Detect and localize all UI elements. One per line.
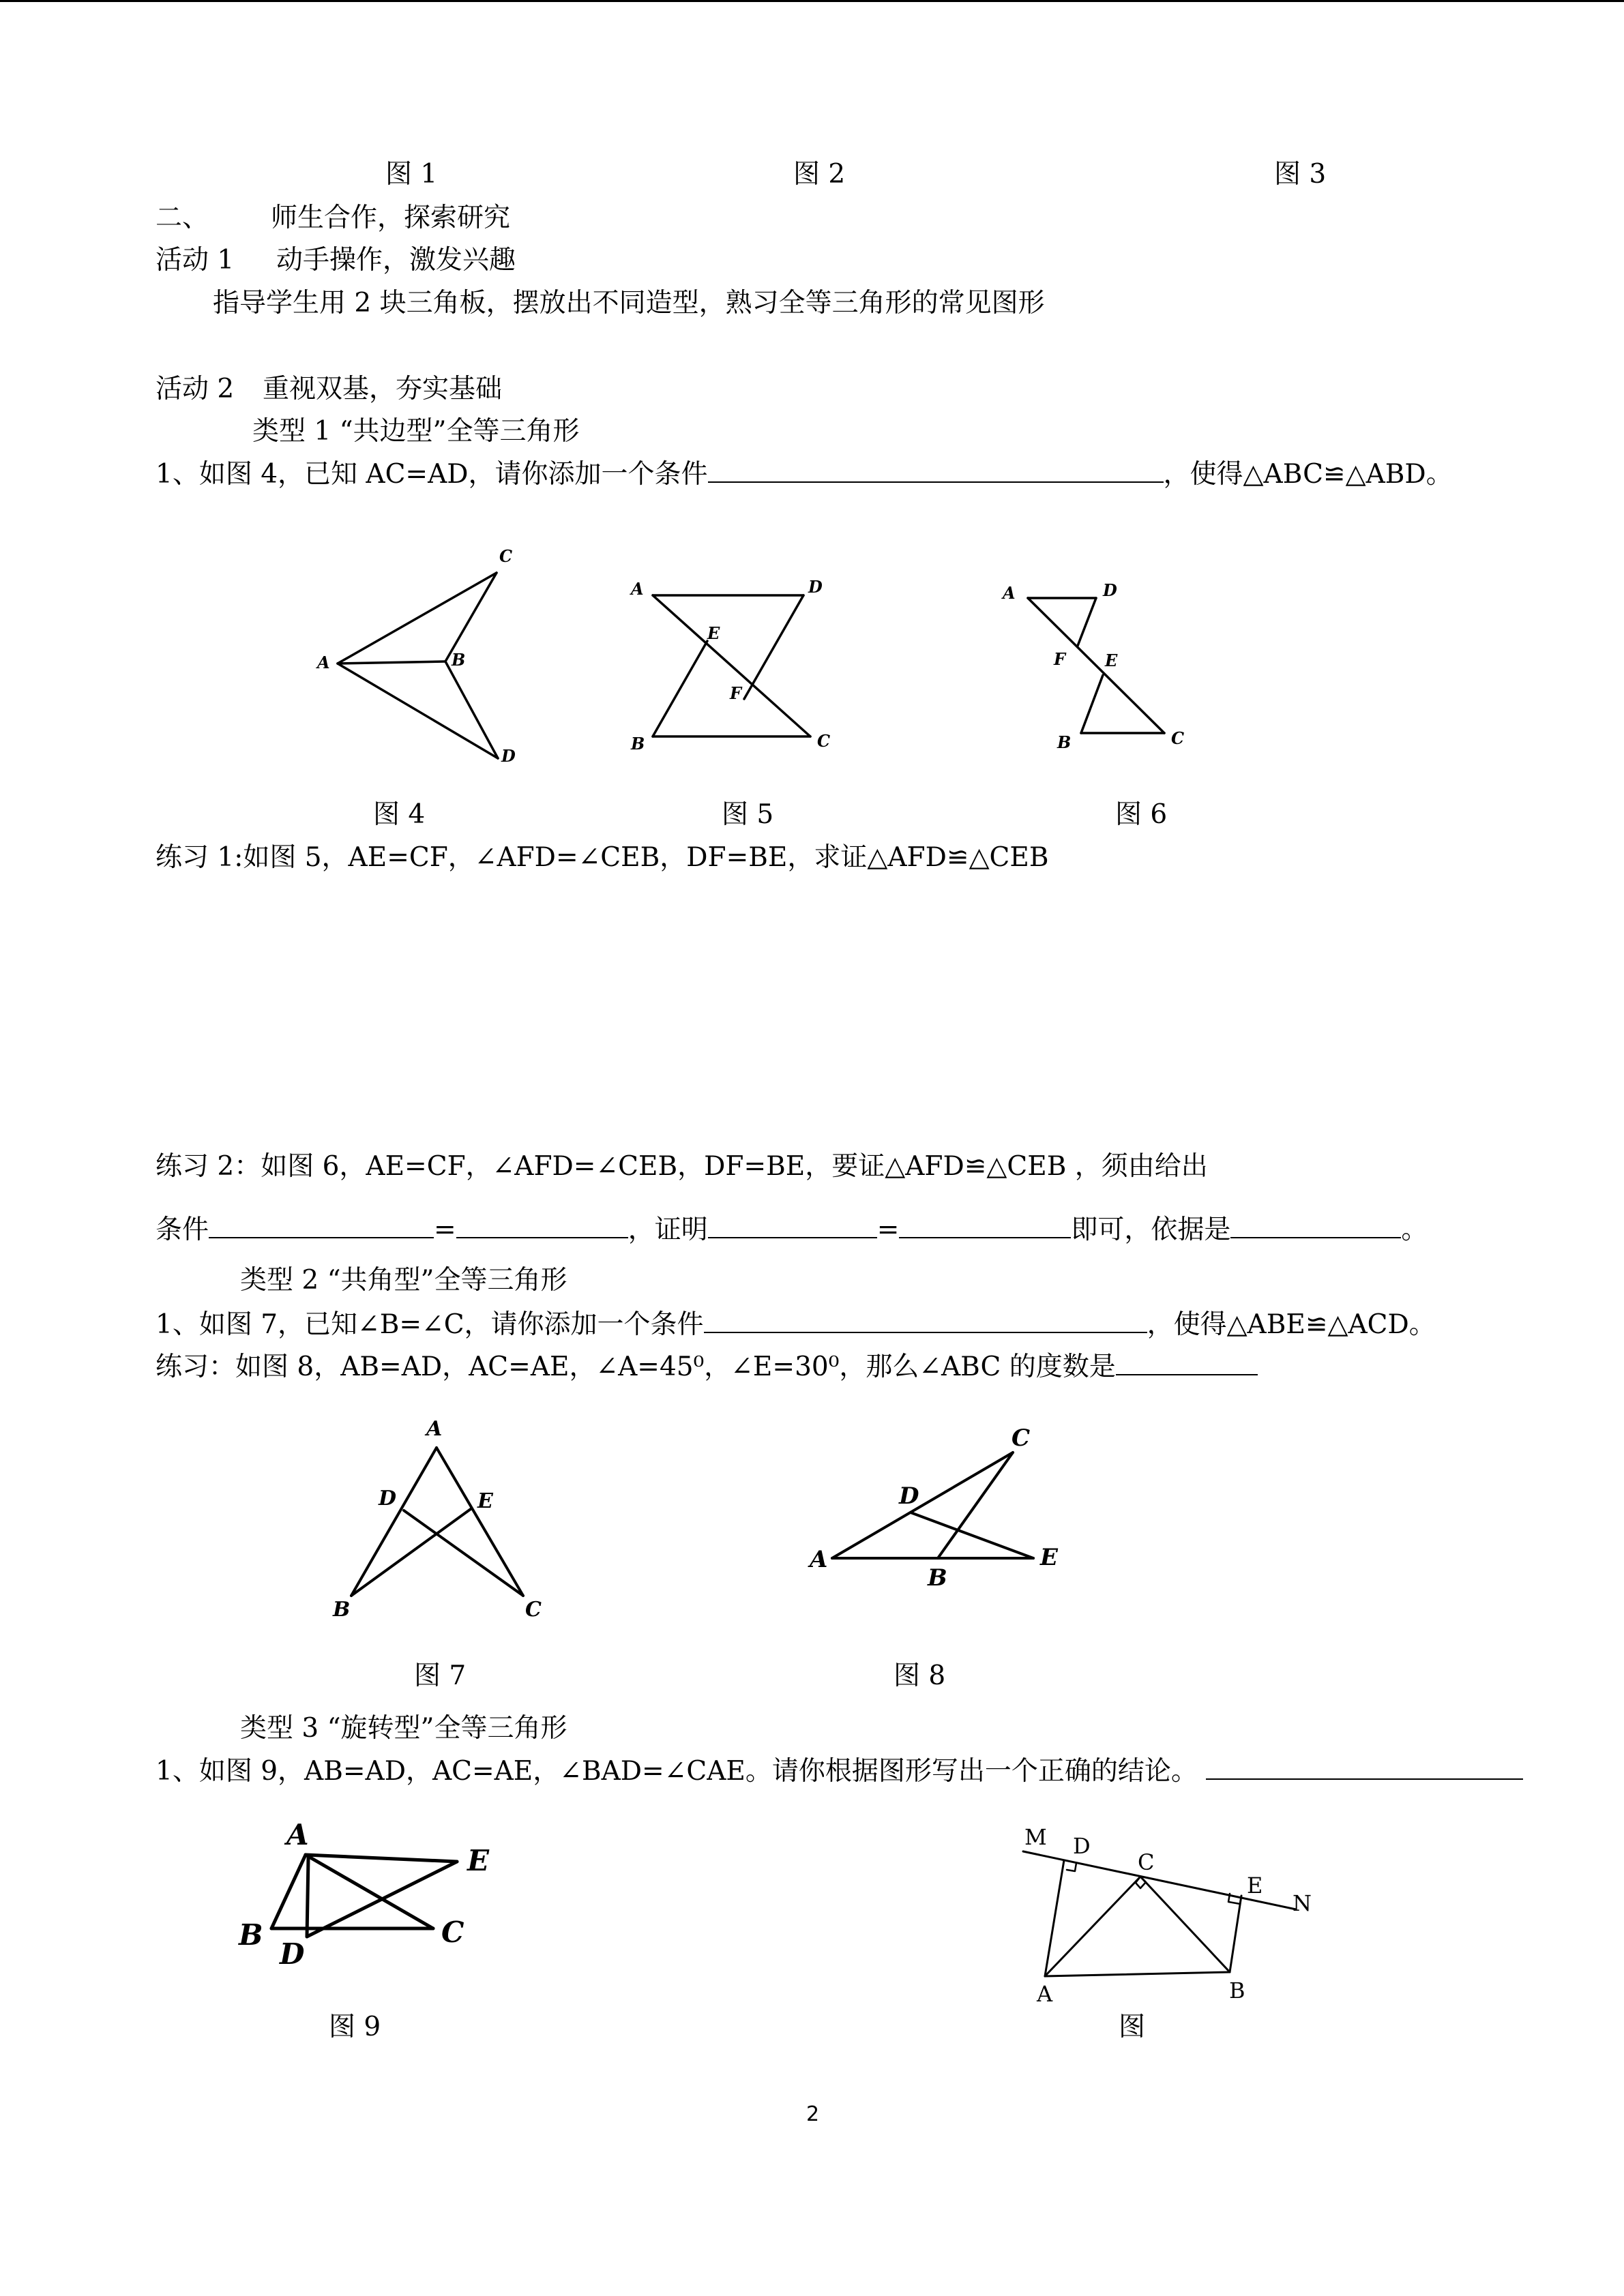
fig7-segment-ac [437, 1448, 523, 1596]
fig4-segment-ac [338, 573, 497, 664]
fig5-label-e: E [707, 623, 720, 643]
fig6-segment-df [1078, 598, 1096, 646]
fig10-right-angle-d [1067, 1863, 1076, 1871]
t2-q1-text-b: ，使得△ABE≌△ACD。 [1147, 1309, 1436, 1340]
fig6-segment-ac [1028, 598, 1164, 733]
fig7-label-b: B [333, 1598, 351, 1622]
answer-blank[interactable] [1230, 1217, 1401, 1238]
figure-7 [321, 1408, 552, 1633]
fig5-label-d: D [808, 577, 823, 597]
practice2-line1: 练习 2：如图 6，AE=CF，∠AFD=∠CEB，DF=BE，要证△AFD≌△CEB ，须由给出 [156, 1151, 1208, 1182]
q1-text-b: ，使得△ABC≌△ABD。 [1163, 459, 1453, 490]
answer-blank[interactable] [708, 1217, 877, 1238]
fig6-label-f: F [1054, 649, 1066, 669]
practice1-text: 练习 1:如图 5，AE=CF，∠AFD=∠CEB，DF=BE，求证△AFD≌△CEB [156, 842, 1049, 873]
activity1-text: 指导学生用 2 块三角板，摆放出不同造型，熟习全等三角形的常见图形 [213, 288, 1045, 318]
fig5-label-b: B [631, 734, 645, 754]
figure-8 [801, 1422, 1081, 1606]
answer-blank[interactable] [1206, 1758, 1523, 1780]
fig6-segment-be [1081, 675, 1103, 733]
answer-blank[interactable] [708, 461, 1164, 483]
p2-then-label: 即可，依据是 [1071, 1214, 1231, 1245]
fig8-label-e: E [1040, 1544, 1058, 1571]
fig5-label-a: A [631, 579, 644, 599]
answer-blank[interactable] [209, 1217, 434, 1238]
section-number: 二、 [156, 203, 209, 233]
fig9-label-d: D [280, 1937, 305, 1971]
type2-practice [156, 1352, 1258, 1383]
caption-fig3: 图 3 [1274, 159, 1327, 190]
fig7-label-a: A [426, 1417, 443, 1441]
activity1-title: 动手操作，激发兴趣 [276, 245, 516, 275]
type3-question1 [156, 1756, 1523, 1787]
caption-fig7: 图 7 [414, 1660, 467, 1691]
fig10-label-d: D [1073, 1833, 1091, 1859]
answer-blank[interactable] [899, 1217, 1071, 1238]
fig9-label-c: C [441, 1915, 464, 1949]
figure-5 [617, 569, 849, 760]
fig6-label-e: E [1105, 651, 1118, 670]
fig7-label-e: E [477, 1489, 493, 1513]
p2-eq: = [434, 1214, 456, 1245]
fig5-label-f: F [730, 683, 742, 703]
fig4-label-d: D [501, 746, 516, 766]
t2-practice-text: 练习：如图 8，AB=AD，AC=AE，∠A=45⁰，∠E=30⁰，那么∠ABC 的度数是 [156, 1352, 1116, 1382]
page-number: 2 [806, 2102, 820, 2126]
figure-6 [992, 569, 1204, 760]
fig4-segment-ab [338, 661, 445, 664]
answer-blank[interactable] [704, 1311, 1147, 1333]
caption-fig8: 图 8 [894, 1660, 946, 1691]
fig10-segment-ab [1045, 1972, 1230, 1976]
fig7-segment-ab [351, 1448, 437, 1596]
fig6-label-a: A [1003, 583, 1016, 603]
fig10-label-e: E [1247, 1873, 1263, 1898]
fig8-segment-de [911, 1512, 1033, 1558]
answer-blank[interactable] [456, 1217, 628, 1238]
fig4-segment-ad [338, 664, 498, 758]
caption-fig2: 图 2 [793, 159, 846, 190]
q1-text-a: 1、如图 4，已知 AC=AD，请你添加一个条件 [156, 459, 708, 490]
fig9-segment-ae [306, 1855, 457, 1862]
fig10-segment-cb [1140, 1877, 1230, 1972]
fig6-label-b: B [1057, 732, 1072, 752]
caption-fig6: 图 6 [1115, 799, 1168, 830]
fig4-label-a: A [317, 653, 330, 672]
type2-title: 类型 2 “共角型”全等三角形 [240, 1265, 567, 1296]
fig10-label-b: B [1229, 1978, 1245, 2003]
caption-fig10: 图 [1119, 2012, 1146, 2042]
fig4-label-b: B [452, 650, 466, 670]
p2-cond-label: 条件 [156, 1214, 209, 1245]
caption-fig1: 图 1 [385, 159, 438, 190]
type1-title: 类型 1 “共边型”全等三角形 [252, 416, 580, 447]
fig9-label-a: A [286, 1818, 309, 1851]
practice2-line2 [156, 1214, 1428, 1246]
fig10-label-n: N [1293, 1890, 1312, 1916]
caption-fig5: 图 5 [722, 799, 774, 830]
fig9-segment-ac [306, 1855, 433, 1928]
fig10-label-a: A [1037, 1981, 1053, 2007]
section-title: 师生合作，探索研究 [271, 203, 511, 233]
figure-4 [307, 542, 532, 774]
fig4-label-c: C [499, 546, 513, 566]
fig10-label-c: C [1138, 1849, 1155, 1875]
fig5-segment-df [744, 595, 803, 699]
figure-9 [232, 1814, 518, 1984]
fig7-segment-dc [404, 1510, 523, 1596]
fig8-label-a: A [810, 1546, 828, 1573]
fig5-segment-be [653, 641, 707, 736]
fig9-label-e: E [467, 1844, 490, 1877]
figure-10 [1016, 1814, 1330, 2012]
fig10-segment-be [1230, 1896, 1241, 1972]
fig5-segment-ac [653, 595, 810, 736]
fig8-label-d: D [899, 1482, 919, 1510]
answer-blank[interactable] [1116, 1354, 1258, 1375]
p2-end: 。 [1401, 1214, 1428, 1245]
type1-question1 [156, 459, 1453, 490]
fig9-segment-de [307, 1862, 457, 1937]
fig9-segment-ad [307, 1858, 308, 1937]
activity2-label: 活动 2 [156, 374, 235, 404]
caption-fig4: 图 4 [373, 799, 426, 830]
activity1-label: 活动 1 [156, 245, 235, 275]
fig8-segment-cb [938, 1452, 1013, 1558]
fig5-label-c: C [817, 731, 831, 751]
fig9-segment-ab [271, 1855, 306, 1928]
fig6-label-d: D [1103, 580, 1117, 600]
fig6-label-c: C [1171, 728, 1185, 748]
fig7-label-c: C [525, 1598, 542, 1622]
caption-fig9: 图 9 [329, 2012, 381, 2042]
type3-title: 类型 3 “旋转型”全等三角形 [240, 1713, 567, 1744]
fig7-label-d: D [379, 1487, 397, 1510]
fig9-label-b: B [239, 1918, 263, 1952]
activity2-title: 重视双基，夯实基础 [263, 374, 503, 404]
fig8-label-b: B [928, 1564, 947, 1592]
p2-eq: = [876, 1214, 900, 1245]
t3-q1-text: 1、如图 9，AB=AD，AC=AE，∠BAD=∠CAE。请你根据图形写出一个正确的结论。 [156, 1756, 1198, 1787]
fig7-segment-eb [351, 1509, 471, 1596]
fig8-segment-ac [832, 1452, 1013, 1558]
t2-q1-text-a: 1、如图 7，已知∠B=∠C，请你添加一个条件 [156, 1309, 704, 1340]
p2-prove-label: ，证明 [628, 1214, 708, 1245]
type2-question1 [156, 1309, 1436, 1341]
fig8-label-c: C [1012, 1425, 1031, 1452]
top-border [0, 0, 1624, 2]
fig10-label-m: M [1024, 1824, 1047, 1850]
